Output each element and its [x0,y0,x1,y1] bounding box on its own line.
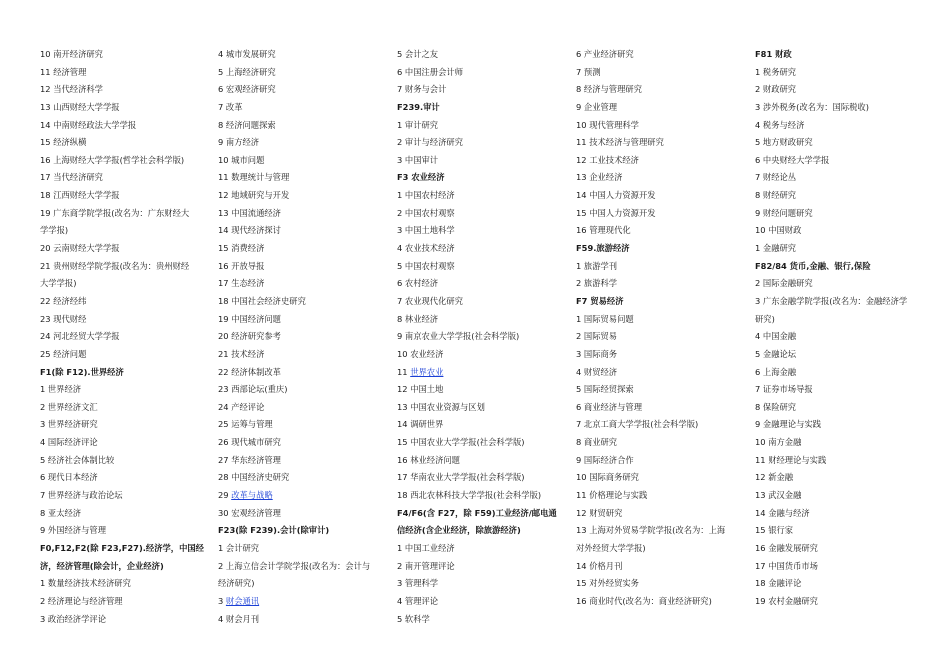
category-heading: 济，经济管理(除会计，企业经济) [40,560,164,571]
journal-entry: 7 农业现代化研究 [397,295,463,306]
journal-entry: 经济研究) [218,578,255,589]
column-2 [218,46,390,628]
journal-entry: 19 广东商学院学报(改名为：广东财经大 [40,207,190,218]
journal-entry: 7 北京工商大学学报(社会科学版) [576,419,699,430]
journal-entry: 4 农业技术经济 [397,243,455,254]
entry-rank: 11 [397,366,411,377]
journal-entry: 7 改革 [218,101,243,112]
journal-entry: 25 经济问题 [40,348,87,359]
journal-entry: 8 保险研究 [755,401,797,412]
journal-entry: 2 国际贸易 [576,331,618,342]
journal-entry: 28 中国经济史研究 [218,472,290,483]
category-heading: F59.旅游经济 [576,243,630,254]
journal-entry: 2 上海立信会计学院学报(改名为：会计与 [218,560,371,571]
journal-entry: 18 西北农林科技大学学报(社会科学版) [397,490,542,501]
journal-entry: 16 金融发展研究 [755,542,818,553]
journal-entry: 18 江西财经大学学报 [40,190,120,201]
journal-entry: 11 技术经济与管理研究 [576,137,664,148]
journal-entry: 2 国际金融研究 [755,278,813,289]
journal-entry: 12 财贸研究 [576,507,623,518]
journal-entry: 9 财经问题研究 [755,207,813,218]
journal-entry: 11 数理统计与管理 [218,172,290,183]
category-heading: F0,F12,F2(除 F23,F27).经济学，中国经 [40,542,204,553]
journal-entry: 3 涉外税务(改名为：国际税收) [755,101,869,112]
journal-entry-link [397,364,569,382]
journal-entry: 24 产经评论 [218,401,265,412]
journal-entry: 7 财经论丛 [755,172,797,183]
column-4 [576,46,748,611]
journal-entry: 1 旅游学刊 [576,260,618,271]
journal-entry: 13 中国流通经济 [218,207,281,218]
category-heading: F4/F6(含 F27，除 F59)工业经济/邮电通 [397,507,557,518]
journal-entry: 3 世界经济研究 [40,419,98,430]
journal-entry: 1 金融研究 [755,243,797,254]
journal-entry: 14 中国人力资源开发 [576,190,656,201]
journal-entry: 4 中国金融 [755,331,797,342]
journal-entry-link [218,593,390,611]
journal-entry: 10 城市问题 [218,154,265,165]
journal-entry: 17 当代经济研究 [40,172,103,183]
journal-entry: 学学报) [40,225,69,236]
journal-entry: 27 华东经济管理 [218,454,281,465]
category-heading: F3 农业经济 [397,172,445,183]
journal-entry: 9 金融理论与实践 [755,419,821,430]
journal-entry: 2 经济理论与经济管理 [40,595,123,606]
journal-entry: 12 地域研究与开发 [218,190,290,201]
journal-entry: 12 中国土地 [397,384,444,395]
journal-entry: 16 上海财经大学学报(哲学社会科学版) [40,154,185,165]
journal-entry: 14 金融与经济 [755,507,810,518]
journal-entry: 5 会计之友 [397,49,439,59]
journal-entry: 10 现代管理科学 [576,119,639,130]
journal-entry: 9 南方经济 [218,137,260,148]
journal-entry: 30 宏观经济管理 [218,507,281,518]
journal-entry: 21 技术经济 [218,348,265,359]
journal-entry: 15 银行家 [755,525,794,536]
journal-entry: 16 管理现代化 [576,225,631,236]
journal-entry: 12 当代经济科学 [40,84,103,95]
category-heading: F23(除 F239).会计(除审计) [218,525,330,536]
journal-entry: 5 上海经济研究 [218,66,276,77]
journal-entry: 大学学报) [40,278,77,289]
journal-entry: 15 中国农业大学学报(社会科学版) [397,437,525,448]
journal-entry: 13 上海对外贸易学院学报(改名为：上海 [576,525,726,536]
journal-entry: 5 金融论坛 [755,348,797,359]
journal-entry: 5 国际经贸探索 [576,384,634,395]
category-heading: F82/84 货币,金融、银行,保险 [755,260,871,271]
journal-entry: 7 预测 [576,66,601,77]
journal-entry: 9 企业管理 [576,101,618,112]
journal-entry: 7 世界经济与政治论坛 [40,490,123,501]
journal-entry: 8 财经研究 [755,190,797,201]
journal-entry: 6 农村经济 [397,278,439,289]
journal-entry: 20 经济研究参考 [218,331,281,342]
journal-entry: 1 中国工业经济 [397,542,455,553]
journal-entry: 7 财务与会计 [397,84,447,95]
journal-entry: 1 税务研究 [755,66,797,77]
journal-entry: 9 外国经济与管理 [40,525,106,536]
journal-entry: 4 管理评论 [397,595,439,606]
journal-entry: 25 运筹与管理 [218,419,273,430]
journal-entry: 2 审计与经济研究 [397,137,463,148]
journal-entry: 3 中国审计 [397,154,439,165]
journal-entry: 6 中国注册会计师 [397,66,463,77]
journal-entry: 9 南京农业大学学报(社会科学版) [397,331,520,342]
entry-rank: 3 [218,595,226,606]
journal-entry: 14 中南财经政法大学学报 [40,119,137,130]
journal-entry: 10 农业经济 [397,348,444,359]
journal-entry: 13 企业经济 [576,172,623,183]
journal-link[interactable]: 改革与战略 [231,490,273,501]
journal-entry: 16 开放导报 [218,260,265,271]
journal-entry: 6 产业经济研究 [576,49,634,59]
journal-entry: 10 南开经济研究 [40,49,103,59]
journal-entry: 3 管理科学 [397,578,439,589]
journal-entry: 22 经济体制改革 [218,366,281,377]
journal-entry: 研究) [755,313,775,324]
journal-entry: 14 现代经济探讨 [218,225,281,236]
column-1 [40,46,212,628]
journal-entry: 2 旅游科学 [576,278,618,289]
journal-entry: 14 调研世界 [397,419,444,430]
journal-entry: 2 中国农村观察 [397,207,455,218]
journal-entry: 11 经济管理 [40,66,87,77]
journal-entry: 13 武汉金融 [755,490,802,501]
journal-entry: 5 地方财政研究 [755,137,813,148]
journal-entry: 21 贵州财经学院学报(改名为：贵州财经 [40,260,190,271]
category-heading: F7 贸易经济 [576,295,624,306]
journal-entry: 1 审计研究 [397,119,439,130]
journal-entry: 22 经济经纬 [40,295,87,306]
journal-entry: 8 商业研究 [576,437,618,448]
journal-entry: 对外经贸大学学报) [576,542,646,553]
journal-entry: 19 中国经济问题 [218,313,281,324]
journal-entry: 11 财经理论与实践 [755,454,827,465]
journal-entry: 18 中国社会经济史研究 [218,295,306,306]
journal-entry: 4 税务与经济 [755,119,805,130]
journal-entry: 5 经济社会体制比较 [40,454,115,465]
journal-entry: 2 世界经济文汇 [40,401,98,412]
journal-entry: 1 国际贸易问题 [576,313,634,324]
entry-rank: 29 [218,490,232,501]
journal-entry: 3 国际商务 [576,348,618,359]
journal-entry: 8 亚太经济 [40,507,82,518]
journal-entry: 1 数量经济技术经济研究 [40,578,131,589]
journal-entry: 20 云南财经大学学报 [40,243,120,254]
journal-entry: 10 国际商务研究 [576,472,639,483]
journal-entry: 1 中国农村经济 [397,190,455,201]
journal-entry: 17 生态经济 [218,278,265,289]
journal-entry: 17 华南农业大学学报(社会科学版) [397,472,525,483]
journal-entry: 13 中国农业资源与区划 [397,401,485,412]
journal-entry: 5 软科学 [397,613,430,624]
journal-entry: 6 上海金融 [755,366,797,377]
journal-entry: 6 现代日本经济 [40,472,98,483]
journal-entry: 10 中国财政 [755,225,802,236]
journal-entry: 16 商业时代(改名为：商业经济研究) [576,595,712,606]
journal-entry: 4 财贸经济 [576,366,618,377]
journal-entry: 23 现代财经 [40,313,87,324]
journal-entry: 1 世界经济 [40,384,82,395]
journal-entry: 6 宏观经济研究 [218,84,276,95]
journal-entry: 15 中国人力资源开发 [576,207,656,218]
journal-entry: 4 城市发展研究 [218,49,276,59]
journal-entry: 18 金融评论 [755,578,802,589]
category-heading: 信经济(含企业经济，除旅游经济) [397,525,521,536]
journal-entry: 17 中国货币市场 [755,560,818,571]
journal-link[interactable]: 财会通讯 [225,595,260,606]
column-5 [755,46,927,611]
column-3 [397,46,569,628]
journal-entry: 3 广东金融学院学报(改名为：金融经济学 [755,295,908,306]
journal-entry: 13 山西财经大学学报 [40,101,120,112]
journal-entry: 15 消费经济 [218,243,265,254]
journal-entry: 15 经济纵横 [40,137,87,148]
journal-entry: 3 中国土地科学 [397,225,455,236]
journal-entry: 10 南方金融 [755,437,802,448]
journal-entry: 5 中国农村观察 [397,260,455,271]
journal-entry: 12 新金融 [755,472,794,483]
journal-entry: 7 证券市场导报 [755,384,813,395]
journal-entry: 2 财政研究 [755,84,797,95]
journal-entry: 15 对外经贸实务 [576,578,639,589]
journal-entry: 24 河北经贸大学学报 [40,331,120,342]
journal-entry-link [218,487,390,505]
journal-entry: 3 政治经济学评论 [40,613,106,624]
category-heading: F239.审计 [397,101,440,112]
journal-entry: 16 林业经济问题 [397,454,460,465]
journal-entry: 11 价格理论与实践 [576,490,648,501]
journal-entry: 19 农村金融研究 [755,595,818,606]
category-heading: F1(除 F12).世界经济 [40,366,124,377]
journal-entry: 8 经济与管理研究 [576,84,642,95]
journal-entry: 6 商业经济与管理 [576,401,642,412]
journal-entry: 6 中央财经大学学报 [755,154,830,165]
journal-entry: 26 现代城市研究 [218,437,281,448]
journal-entry: 8 林业经济 [397,313,439,324]
journal-entry: 9 国际经济合作 [576,454,634,465]
journal-entry: 12 工业技术经济 [576,154,639,165]
journal-entry: 8 经济问题探索 [218,119,276,130]
journal-entry: 4 财会月刊 [218,613,260,624]
journal-entry: 2 南开管理评论 [397,560,455,571]
journal-link[interactable]: 世界农业 [410,366,444,377]
journal-entry: 14 价格月刊 [576,560,623,571]
category-heading: F81 财政 [755,49,792,59]
journal-entry: 23 西部论坛(重庆) [218,384,288,395]
journal-entry: 4 国际经济评论 [40,437,98,448]
journal-entry: 1 会计研究 [218,542,260,553]
